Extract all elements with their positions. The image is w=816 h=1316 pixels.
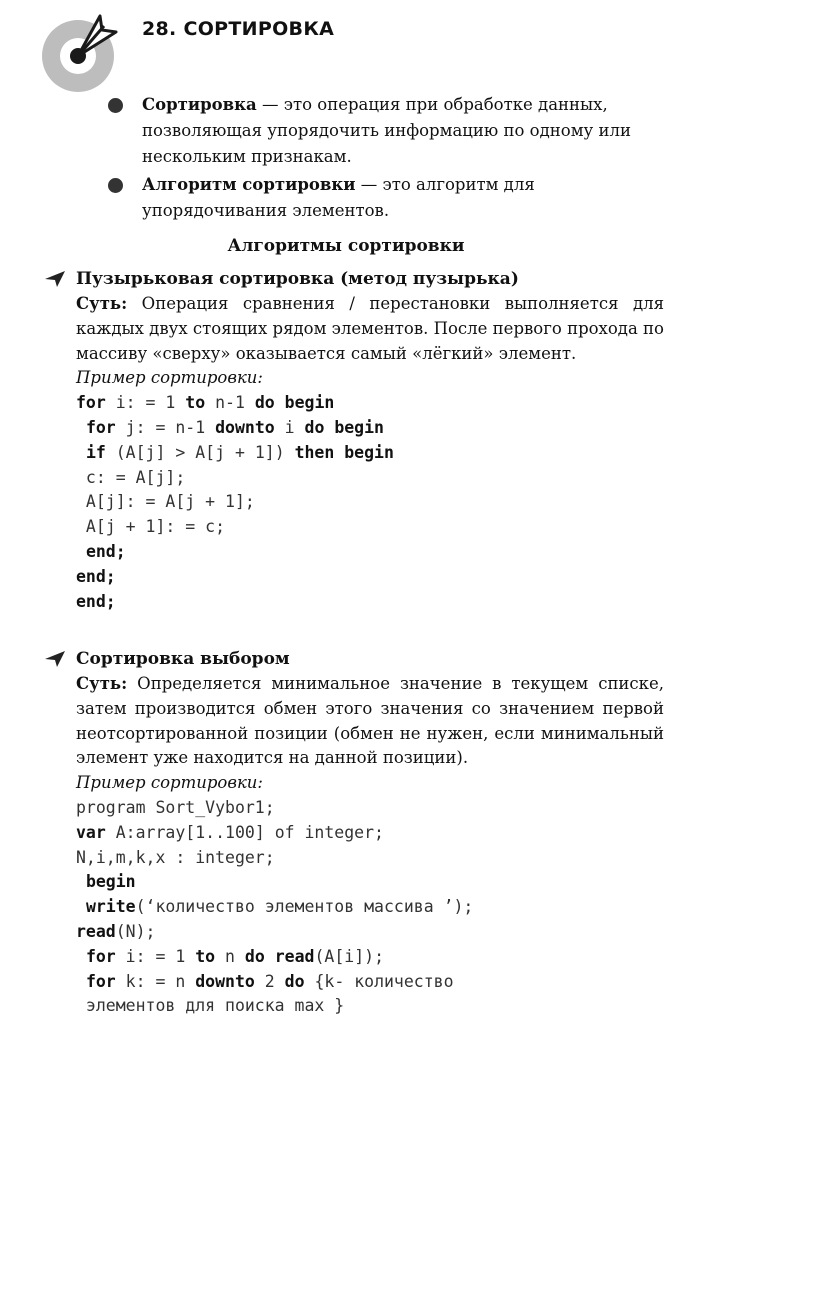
definition-term: Алгоритм сортировки bbox=[142, 175, 356, 194]
code-keyword: do begin bbox=[254, 393, 335, 413]
code-text: n bbox=[215, 946, 245, 966]
code-keyword: for bbox=[85, 971, 116, 991]
definition-item bbox=[108, 92, 664, 170]
code-keyword: end; bbox=[85, 541, 126, 561]
code-line bbox=[76, 590, 664, 615]
code-text bbox=[76, 443, 86, 462]
code-line bbox=[76, 391, 664, 416]
target-arrow-icon bbox=[38, 10, 122, 94]
code-text: N,i,m,k,x : integer; bbox=[76, 847, 275, 867]
code-text bbox=[265, 947, 275, 966]
code-text bbox=[76, 872, 86, 891]
code-text: {k- количество bbox=[304, 971, 454, 991]
code-line bbox=[76, 895, 664, 920]
code-line bbox=[76, 441, 664, 466]
code-text: (A[i]); bbox=[314, 946, 385, 966]
arrow-pointer-icon bbox=[44, 650, 66, 668]
code-keyword: do begin bbox=[304, 417, 384, 437]
code-text: A:array[1..100] of integer; bbox=[105, 822, 384, 842]
code-keyword: then begin bbox=[294, 442, 394, 462]
arrow-pointer-icon bbox=[44, 270, 66, 288]
code-line bbox=[76, 515, 664, 540]
code-text: A[j]: = A[j + 1]; bbox=[76, 492, 255, 512]
code-line bbox=[76, 821, 664, 846]
code-text: i bbox=[274, 417, 305, 437]
code-keyword: to bbox=[195, 946, 216, 966]
code-keyword: end; bbox=[76, 566, 116, 586]
code-line bbox=[76, 490, 664, 515]
code-line bbox=[76, 540, 664, 565]
code-text: (‘количество элементов массива ’); bbox=[135, 897, 474, 917]
code-keyword: downto bbox=[195, 971, 255, 991]
essence-label: Суть: bbox=[76, 294, 128, 313]
code-text: i: = 1 bbox=[115, 946, 196, 966]
code-text: n-1 bbox=[205, 393, 255, 413]
code-text: элементов для поиска max } bbox=[76, 996, 345, 1016]
code-keyword: do bbox=[284, 971, 305, 991]
code-text: j: = n-1 bbox=[115, 417, 216, 437]
code-keyword: downto bbox=[215, 417, 275, 437]
essence-label: Суть: bbox=[76, 674, 128, 693]
bullet-dot-icon bbox=[108, 178, 123, 193]
code-text: i: = 1 bbox=[105, 393, 186, 413]
example-label: Пример сортировки: bbox=[76, 773, 263, 793]
code-keyword: read bbox=[76, 921, 116, 941]
code-text bbox=[76, 972, 86, 991]
bubble-sort-code bbox=[44, 391, 664, 614]
code-keyword: write bbox=[85, 897, 136, 917]
selection-sort-title bbox=[44, 646, 664, 672]
example-label: Пример сортировки: bbox=[76, 368, 263, 388]
selection-sort-section bbox=[44, 646, 664, 1019]
code-line bbox=[76, 565, 664, 590]
code-text: program Sort_Vybor1; bbox=[76, 797, 275, 817]
bubble-sort-section bbox=[44, 266, 664, 614]
code-text: k: = n bbox=[115, 971, 196, 991]
selection-sort-code bbox=[44, 796, 664, 1019]
bubble-sort-essence bbox=[44, 292, 664, 366]
code-keyword: to bbox=[185, 393, 206, 413]
page-title: 28. СОРТИРОВКА bbox=[142, 18, 335, 40]
definition-item bbox=[108, 172, 664, 224]
code-text: (N); bbox=[115, 921, 156, 941]
bubble-sort-title bbox=[44, 266, 664, 292]
code-text bbox=[76, 897, 86, 916]
selection-sort-essence bbox=[44, 672, 664, 771]
code-text bbox=[76, 542, 86, 561]
code-line bbox=[76, 920, 664, 945]
code-line bbox=[76, 846, 664, 871]
code-keyword: for bbox=[85, 946, 116, 966]
code-line bbox=[76, 870, 664, 895]
code-text bbox=[76, 418, 86, 437]
definition-term: Сортировка bbox=[142, 95, 257, 114]
code-keyword: for bbox=[76, 393, 106, 413]
code-keyword: end; bbox=[76, 591, 116, 611]
definition-text: — это операция при обработке данных, позволяющая упорядочить информацию по одному или нескольким признакам. bbox=[142, 95, 631, 166]
essence-text: Операция сравнения / перестановки выполняется для каждых двух стоящих рядом элементов. После первого прохода по массиву «сверху» оказывается самый «лёгкий» элемент. bbox=[76, 294, 664, 363]
code-text bbox=[76, 947, 86, 966]
code-text: 2 bbox=[254, 971, 285, 991]
section-heading: Алгоритмы сортировки bbox=[227, 236, 465, 256]
code-keyword: read bbox=[274, 946, 315, 966]
selection-sort-title-text: Сортировка выбором bbox=[76, 649, 290, 669]
essence-text: Определяется минимальное значение в текущем списке, затем производится обмен этого значения со значением первой неотсортированной позиции (обмен не нужен, если минимальный элемент уже находится на данной позиции). bbox=[76, 674, 664, 768]
definitions-list bbox=[108, 92, 664, 226]
definition-text: — это алгоритм для упорядочивания элементов. bbox=[142, 175, 535, 220]
code-line bbox=[76, 945, 664, 970]
code-line bbox=[76, 796, 664, 821]
code-keyword: begin bbox=[85, 872, 136, 892]
bubble-sort-title-text: Пузырьковая сортировка (метод пузырька) bbox=[76, 269, 519, 289]
bullet-dot-icon bbox=[108, 98, 123, 113]
code-text: A[j + 1]: = c; bbox=[76, 517, 226, 537]
code-keyword: for bbox=[85, 417, 116, 437]
code-line bbox=[76, 994, 664, 1019]
code-keyword: do bbox=[244, 946, 265, 966]
code-keyword: var bbox=[76, 822, 106, 842]
code-line bbox=[76, 970, 664, 995]
code-text: (A[j] > A[j + 1]) bbox=[105, 442, 295, 462]
code-line bbox=[76, 466, 664, 491]
code-line bbox=[76, 416, 664, 441]
code-keyword: if bbox=[85, 442, 106, 462]
code-text: c: = A[j]; bbox=[76, 467, 186, 487]
